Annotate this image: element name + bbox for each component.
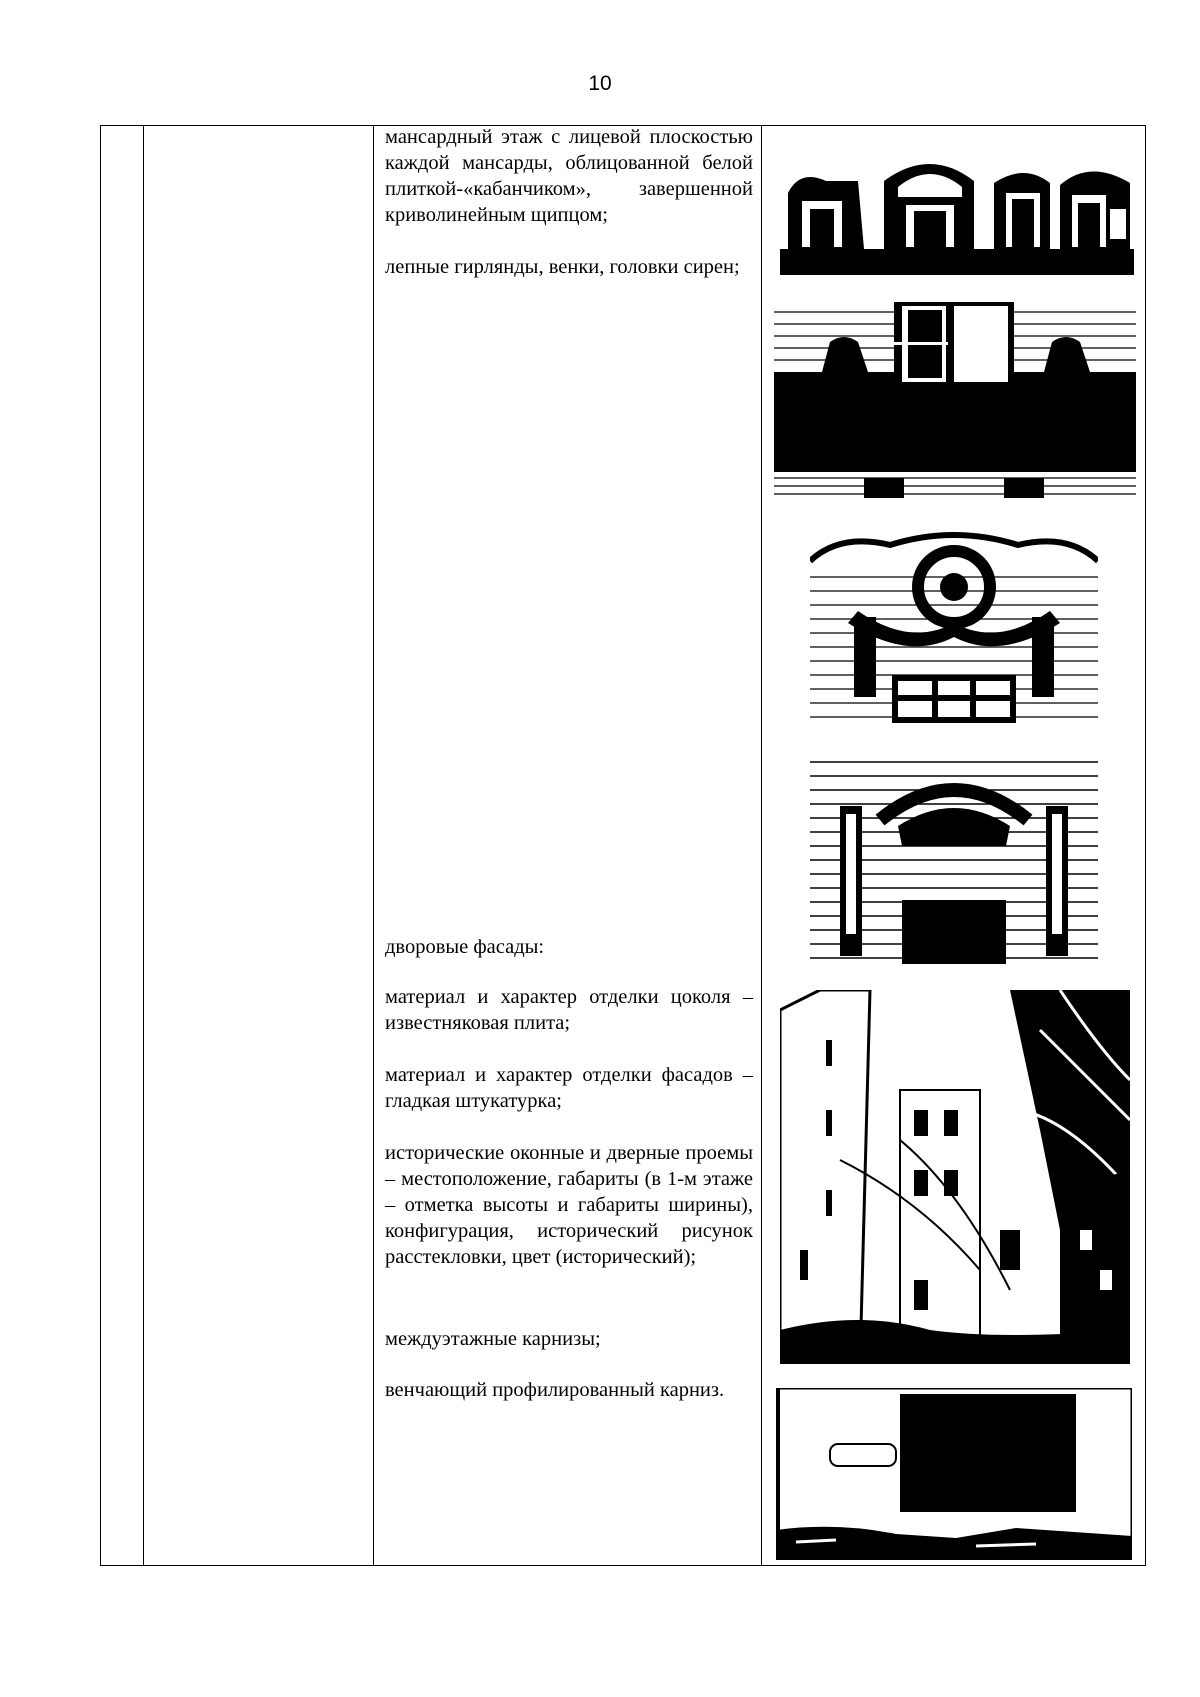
column-divider: [761, 126, 762, 1565]
item-openings: исторические оконные и дверные проемы – местоположение, габариты (в 1-м этаже – отметка высоты и габариты ширины), конфигурация, исторический рисунок расстекловки, цвет (исторический);: [385, 1142, 753, 1268]
sirens-photo: [774, 302, 1136, 498]
description-column: [385, 126, 761, 1565]
column-divider: [143, 126, 144, 1565]
item-facade-finish: материал и характер отделки фасадов – гладкая штукатурка;: [385, 1064, 753, 1112]
cornice-photo: [776, 1388, 1132, 1560]
brick-arch-photo: [810, 750, 1098, 964]
item-courtyard-facades: дворовые фасады:: [385, 936, 545, 958]
mansard-photo: [780, 153, 1134, 275]
column-divider: [373, 126, 374, 1565]
page-number: 10: [588, 72, 612, 95]
courtyard-photo: [780, 990, 1130, 1364]
item-crowning-cornice: венчающий профилированный карниз.: [385, 1379, 725, 1401]
item-interfloor-cornices: междуэтажные карнизы;: [385, 1328, 601, 1350]
item-plinth-finish: материал и характер отделки цоколя – известняковая плита;: [385, 986, 753, 1034]
wreath-gable-photo: [810, 527, 1098, 723]
item-mansard-floor: мансардный этаж с лицевой плоскостью каждой мансарды, облицованной белой плиткой-«кабанчиком», завершенной криволинейным щипцом;: [385, 126, 753, 226]
item-stucco-decor: лепные гирлянды, венки, головки сирен;: [385, 256, 740, 278]
